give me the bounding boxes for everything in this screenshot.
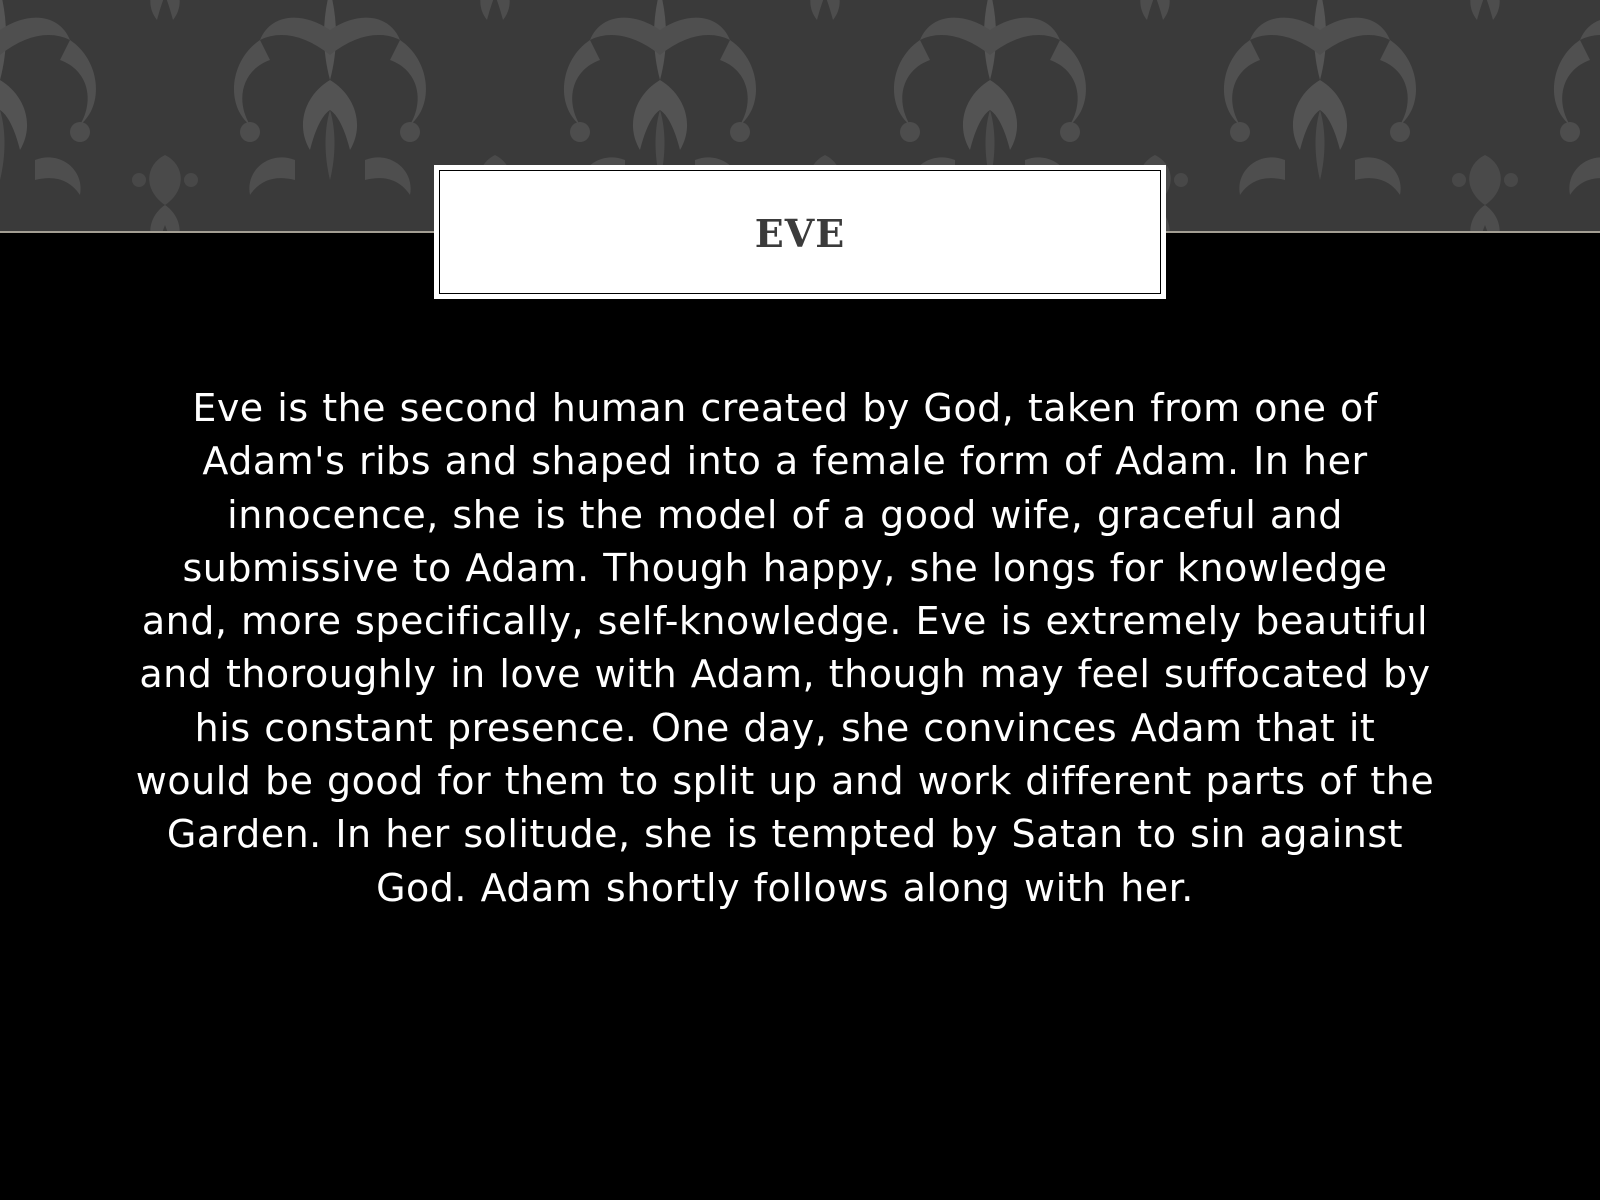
title-box <box>434 165 1166 299</box>
slide-title: EVE <box>754 210 846 256</box>
slide-body-text: Eve is the second human created by God, taken from one of Adam's ribs and shaped into a female form of Adam. In her innocence, she is the model of a good wife, graceful and submissive to Adam. Though happy, she longs for knowledge and, more specifically, self-knowledge. Eve is extremely beautiful and thoroughly in love with Adam, though may feel suffocated by his constant presence. One day, she convinces Adam that it would be good for them to split up and work different parts of the Garden. In her solitude, she is tempted by Satan to sin against God. Adam shortly follows along with her. <box>135 386 1435 910</box>
